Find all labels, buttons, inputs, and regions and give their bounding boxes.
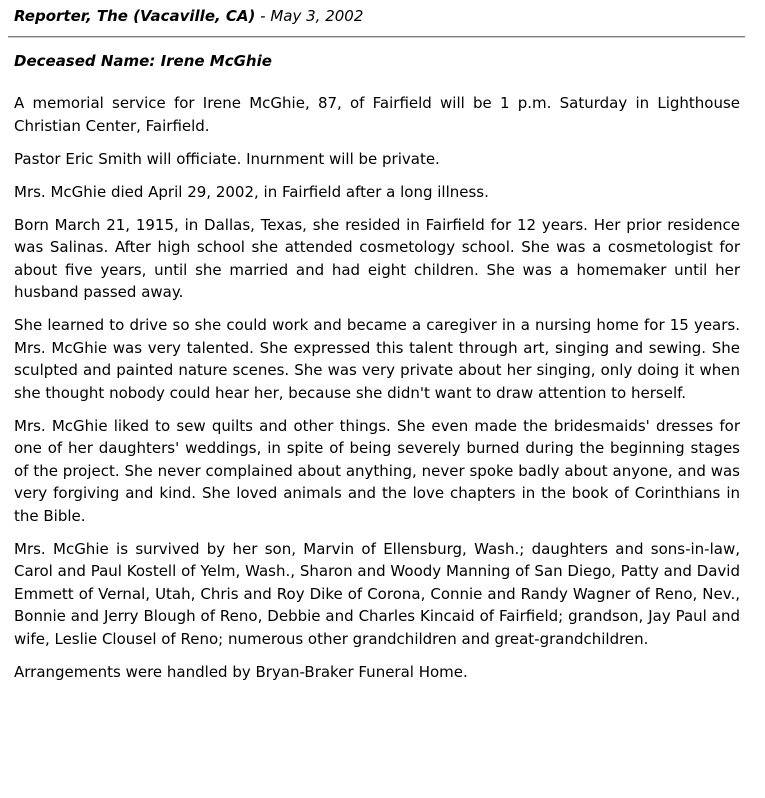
obituary-body bbox=[14, 92, 740, 694]
article-header bbox=[14, 6, 363, 26]
paragraph-survivors: Mrs. McGhie is survived by her son, Marvin of Ellensburg, Wash.; daughters and sons-in-law, Carol and Paul Kostell of Yelm, Wash., Sharon and Woody Manning of San Diego, Patty and David Emmett of Vernal, Utah, Chris and Roy Dike of Corona, Connie and Randy Wagner of Reno, Nev., Bonnie and Jerry Blough of Reno, Debbie and Charles Kincaid of Fairfield; grandson, Jay Paul and wife, Leslie Clousel of Reno; numerous other grandchildren and great-grandchildren. bbox=[14, 539, 740, 648]
deceased-name-heading: Deceased Name: Irene McGhie bbox=[14, 52, 272, 70]
header-separator: - bbox=[255, 7, 271, 25]
paragraph-personality: Mrs. McGhie liked to sew quilts and other things. She even made the bridesmaids' dresses for one of her daughters' weddings, in spite of being severely burned during the beginning stages of the project. She never complained about anything, never spoke badly about anyone, and was very forgiving and kind. She loved animals and the love chapters in the book of Corinthians in the Bible. bbox=[14, 416, 740, 525]
paragraph-memorial-service: A memorial service for Irene McGhie, 87, of Fairfield will be 1 p.m. Saturday in Lighthouse Christian Center, Fairfield. bbox=[14, 94, 740, 135]
paragraph-death: Mrs. McGhie died April 29, 2002, in Fairfield after a long illness. bbox=[14, 182, 489, 201]
paragraph-biography: Born March 21, 1915, in Dallas, Texas, she resided in Fairfield for 12 years. Her prior residence was Salinas. After high school she attended cosmetology school. She was a cosmetologist for about five years, until she married and had eight children. She was a homemaker until her husband passed away. bbox=[14, 215, 740, 301]
paragraph-caregiver: She learned to drive so she could work and became a caregiver in a nursing home for 15 years. Mrs. McGhie was very talented. She expressed this talent through art, singing and sewing. She sculpted and painted nature scenes. She was very private about her singing, only doing it when she thought nobody could hear her, because she didn't want to draw attention to herself. bbox=[14, 316, 740, 402]
header-divider bbox=[8, 36, 745, 38]
paragraph-arrangements: Arrangements were handled by Bryan-Braker Funeral Home. bbox=[14, 662, 468, 681]
publication-date: May 3, 2002 bbox=[270, 7, 364, 25]
publication-source: Reporter, The (Vacaville, CA) bbox=[14, 7, 256, 25]
paragraph-officiant: Pastor Eric Smith will officiate. Inurnment will be private. bbox=[14, 149, 440, 168]
